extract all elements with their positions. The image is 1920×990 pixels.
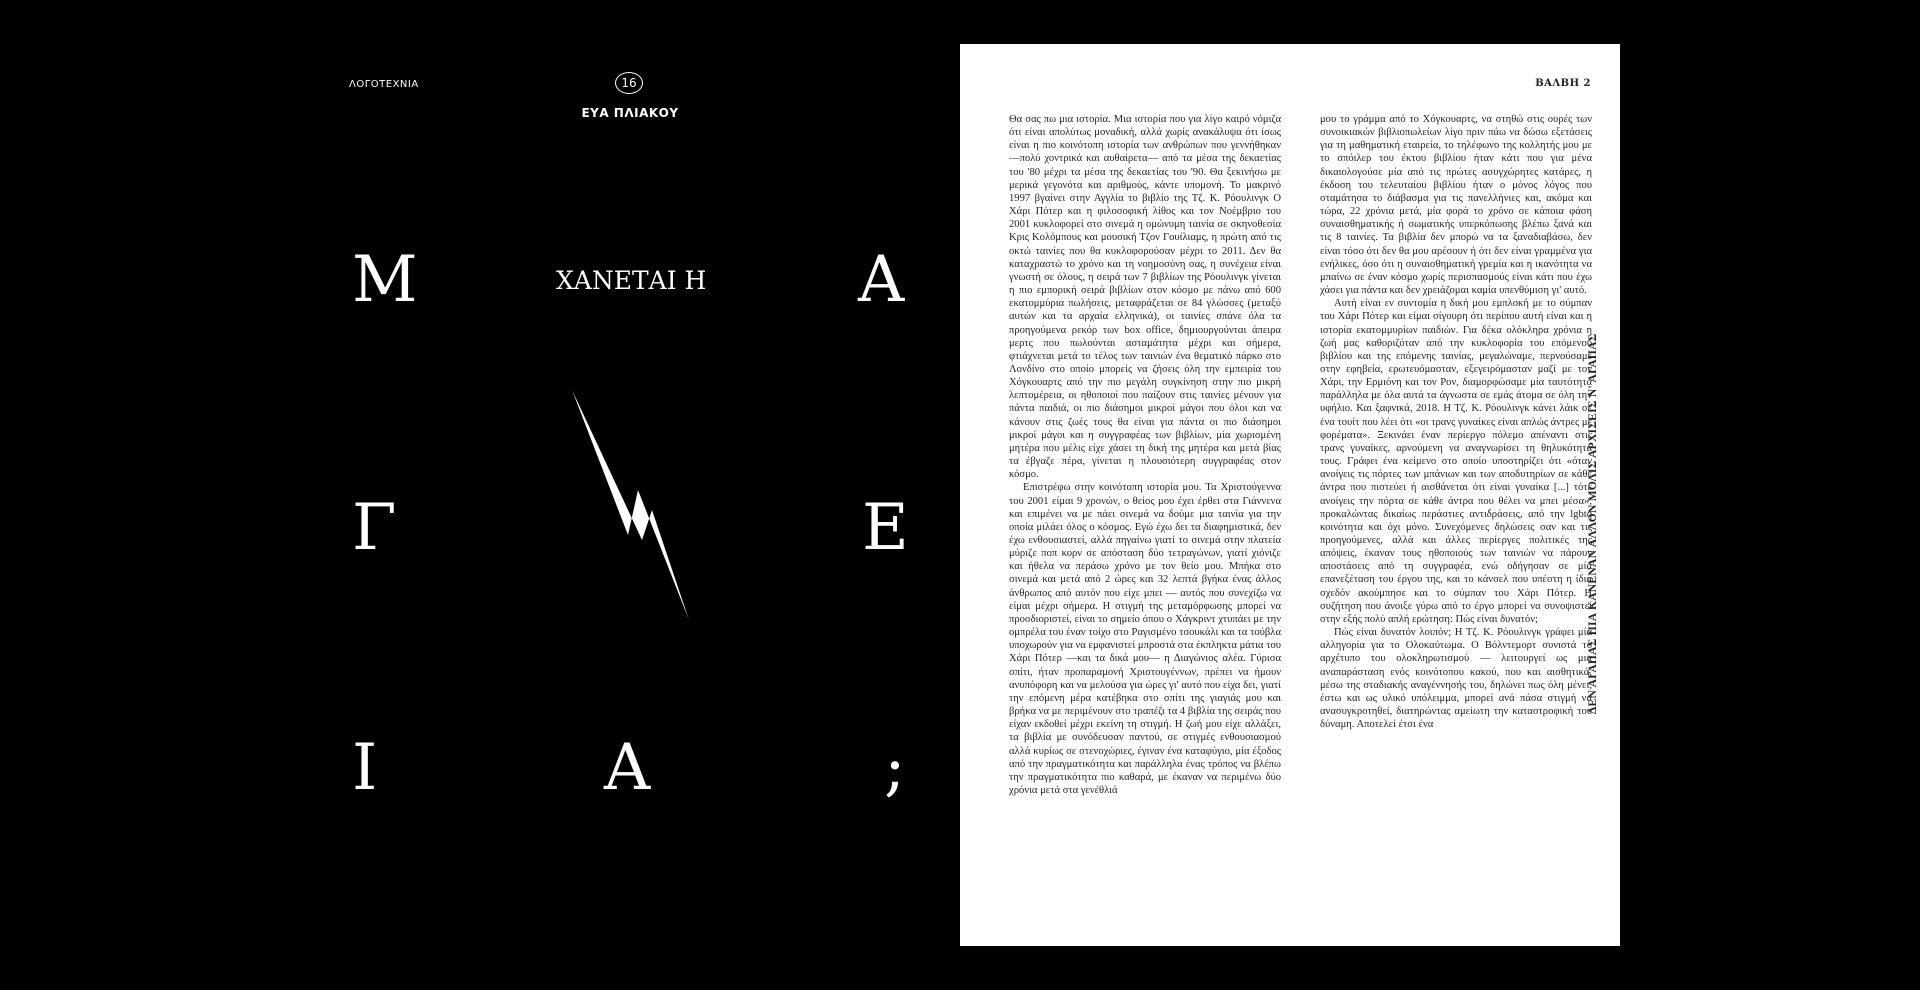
title-letter-alpha-bottom: Α: [604, 731, 651, 805]
paragraph: Επιστρέφω στην κοινότοπη ιστορία μου. Τα Χριστούγεννα του 2001 είμαι 9 χρονών, ο θείος μου έχει έρθει στα Γιάννενα και επιμένει να με πάει σινεμά να δούμε μια ταινία για την οποία μιλάει όλος ο κόσμος. Εγώ έχω δει τα διαφημιστικά, δεν έχω ενθουσιαστεί, αλλά πηγαίνω γιατί το σινεμά στην πλατεία μύριζε ποπ κορν σε απόσταση δύο τετραγώνων, γιατί χιόνιζε και ήθελα να περάσω χρόνο με τον θείο μου. Μπήκα στο σινεμά και μετά από 2 ώρες και 32 λεπτά βγήκα ένας άλλος άνθρωπος από αυτόν που είχε μπει — αυτός που συνεχίζω να είμαι μέχρι σήμερα. Η στιγμή της μεταμόρφωσης μπορεί να προσδιοριστεί, είναι το σημείο όπου ο Χάγκριντ χτυπάει με την ομπρέλα του έναν τοίχο στο Ραγισμένο τσουκάλι και τα τούβλα υποχωρούν για να εμφανιστεί μπροστά στα έκπληκτα μάτια του Χάρι Πότερ —και τα δικά μου— η Διαγώνιος αλέα. Γύρισα σπίτι, ήταν προπαραμονή Χριστουγέννων, πρέπει να ήμουν ανυπόφορη και να μελούσα για ώρες γι' αυτό που είχα δει, γιατί την επόμενη μέρα κατέβηκα στο σπίτι της γιαγιάς μου και βρήκα να με περιμένουν στο τραπέζι τα 4 βιβλία της σειράς που είχαν εκδοθεί μέχρι εκείνη τη στιγμή. Η ζωή μου είχε αλλάξει, τα βιβλία με συνόδευσαν παντού, σε στιγμές ενθουσιασμού αλλά κυρίως σε στενοχώριες, έγιναν ένα καταφύγιο, μία έξοδος από την πραγματικότητα και παράλληλα ένας τρόπος να βλέπω την πραγματικότητα πιο καθαρά, με έκαναν να περιμένω δύο χρόνια μετά στα γενέθλιά: [1009, 482, 1281, 796]
title-question-mark: ;: [884, 731, 906, 805]
section-label: ΛΟΓΟΤΕΧΝΙΑ: [349, 79, 419, 90]
title-letter-epsilon: Ε: [862, 491, 909, 565]
title-letter-gamma: Γ: [352, 491, 397, 565]
vertical-title-text: ΔΕΝ ΑΓΑΠΑΣ ΠΙΑ ΚΑΝΕΝΑΝ ΑΛΛΟΝ ΜΟΛΙΣ ΑΡΧΙΣΕΙΣ Ν' ΑΓΑΠΑΣ: [1587, 333, 1599, 714]
vertical-title: [1587, 294, 1601, 714]
paragraph: μου το γράμμα από το Χόγκουαρτς, να στηθώ στις ουρές των συνοικιακών βιβλιοπωλείων λίγο πριν πάω να δώσω εξετάσεις για τη μαθηματική εταιρεία, το τηλέφωνο της κολλητής μου με το σπόιλερ του έκτου βιβλίου ήταν κάτι που για μένα δικαιολογούσε μία από τις πρώτες ασυγχώρητες κατάρες, η έκδοση του τελευταίου βιβλίου ήταν ο μόνος λόγος που σταμάτησα το διάβασμα για τις πανελλήνιες και, ακόμα και τώρα, 22 χρόνια μετά, μία φορά το χρόνο σε κάποια φάση συναισθηματικής ή σωματικής υπερκόπωσης βλέπω ξανά και τις 8 ταινίες. Τα βιβλία δεν μπορώ να τα ξαναδιαβάσω, δεν είναι τόσο ότι δεν θα μου αρέσουν ή ότι δεν είναι γραμμένα για ενήλικες, όσο ότι η συναισθηματική γρεμία και η ικανότητα να μπαίνω σε έναν κόσμο χωρίς περισπασμούς είναι κάτι που έχω χάσει για πάντα και δεν χρειάζομαι καμία υπενθύμιση γι' αυτό.: [1320, 114, 1592, 297]
text-column-2: [1320, 113, 1592, 931]
author-name: ΕΥΑ ΠΛΙΑΚΟΥ: [581, 106, 679, 120]
paragraph: Αυτή είναι εν συντομία η δική μου εμπλοκή με το σύμπαν του Χάρι Πότερ και είμαι σίγουρη ότι περίπου αυτή είναι και η ιστορία εκατομμυρίων παιδιών. Για δέκα ολόκληρα χρόνια η ζωή μας καθοριζόταν από την κυκλοφορία του επόμενου βιβλίου και της επόμενης ταινίας, μεγαλώναμε, περνούσαμε στην εφηβεία, ερωτευόμασταν, εξεγειρόμασταν μαζί με τον Χάρι, την Ερμιόνη και τον Ρον, διαμορφώσαμε μία ταυτότητα παράλληλα με όλα αυτά τα άγνωστα σε εμάς άτομα σε όλη την υφήλιο. Και ξαφνικά, 2018. Η Τζ. Κ. Ρόουλινγκ κάνει λάικ σε ένα τουίτ που λέει ότι «οι τρανς γυναίκες είναι απλώς άντρες με φορέματα». Ξεκινάει έναν περίεργο πόλεμο απέναντι στις τρανς γυναίκες, αρνούμενη να αναγνωρίσει τη θηλυκότητά τους. Γράφει ένα κείμενο στο οποίο υποστηρίζει ότι «όταν ανοίγεις τις πόρτες των μπάνιων και των αποδυτηρίων σε κάθε άντρα που πιστεύει ή αισθάνεται ότι είναι γυναίκα [...] τότε ανοίγεις την πόρτα σε κάθε άντρα που θέλει να μπει μέσα», προκαλώντας δικαίως περάστιες αντιδράσεις, από την lgbtq κοινότητα και όχι μόνο. Συνεχόμενες δηλώσεις σαν και τις προηγούμενες, αλλά και άλλες περίεργες πολιτικές της απόψεις, έκαναν τους ηθοποιούς των ταινιών να πάρουν αποστάσεις από τη συγγραφέα, ενώ οδήγησαν σε μία επανεξέταση του έργου της, και το κάνσελ που υπέστη η ίδια σχεδόν ακούμπησε και το σύμπαν του Χάρι Πότερ. Η συζήτηση που άνοιξε γύρω από το έργο μπορεί να συνοψιστεί στην εξής πολύ απλή ερώτηση: Πώς είναι δυνατόν;: [1320, 298, 1592, 625]
paragraph: Πώς είναι δυνατόν λοιπόν; Η Τζ. Κ. Ρόουλινγκ γράφει μία αλληγορία για το Ολοκαύτωμα. Ο Βόλντεμορτ συνιστά το αρχέτυπο του ολοκληρωτισμού — λειτουργεί ως μια αναπαράσταση ενός κοινότοπου κακού, που και αισθητικά, μέσω της σταδιακής αναγέννησής του, δηλώνει πως όλη μένει, έστω και ως υλικό υπόλειμμα, μπορεί ανά πάσα στιγμή να ανασυγκροτηθεί, διατηρώντας αμείωτη την καταστροφική του δύναμη. Αποτελεί έτσι ένα: [1320, 627, 1592, 731]
paragraph: Θα σας πω μια ιστορία. Μια ιστορία που για λίγο καιρό νόμιζα ότι είναι απολύτως μοναδική, αλλά χωρίς ανακάλυψα ότι ίσως είναι η πιο κοινότοπη ιστορία των ανθρώπων που γεννήθηκαν —πολύ χοντρικά και αυθαίρετα— από τα μέσα της δεκαετίας του '80 μέχρι τα μέσα της δεκαετίας του '90. Θα ξεκινήσω με μερικά γεγονότα και αριθμούς, κάντε υπομονή. Το μακρινό 1997 βγαίνει στην Αγγλία το βιβλίο της Τζ. Κ. Ρόουλινγκ Ο Χάρι Πότερ και η φιλοσοφική λίθος και τον Νοέμβριο του 2001 κυκλοφορεί στο σινεμά η ομώνυμη ταινία σε σκηνοθεσία Κρις Κολόμπους και μουσική Τζον Γουίλιαμς, η πρώτη από τις οκτώ ταινίες που θα κυκλοφορούσαν μέχρι το 2011. Δεν θα καταχραστώ το χρόνο και τη νοημοσύνη σας, η συνέχεια είναι γνωστή σε όλους, η σειρά των 7 βιβλίων της Ρόουλινγκ γίνεται η πιο εμπορική σειρά βιβλίων στον κόσμο με πάνω από 600 εκατομμύρια πωλήσεις, μεταφράζεται σε 84 γλώσσες (μεταξύ αυτών και τα αρχαία ελληνικά), οι ταινίες σπάνε όλα τα προηγούμενα ρεκόρ των box office, δημιουργούνται άπειρα μερτς που πωλούνται ασταμάτητα μέχρι και σήμερα, φτιάχνεται μετά το τέλος των ταινιών ένα θεματικό πάρκο στο Λονδίνο στο οποίο μπορείς να ζήσεις όλη την εμπειρία του Χόγκουαρτς από την πιο μεγάλη συγκίνηση στην πιο μικρή λεπτομέρεια, οι ηθοποιοί που παίζουν στις ταινίες μένουν για πάντα παιδιά, οι πιο διάσημοι μικροί μάγοι που όλοι και να κάνουν στις ζωές τους θα είναι για πάντα οι πιο διάσημοι μικροί μάγοι και η συγγραφέας των βιβλίων, μία χωρισμένη μητέρα που μέλις είχε χάσει τη δική της μητέρα και μετά βίας τα έβγαζε πέρα, γίνεται η πλουσιότερη συγγραφέας στον κόσμο.: [1009, 114, 1281, 481]
right-page: [960, 44, 1620, 946]
lightning-bolt-icon: [560, 380, 690, 625]
text-column-1: [1009, 113, 1281, 931]
title-letter-alpha-top: Α: [858, 243, 905, 317]
title-letter-m: Μ: [352, 243, 418, 317]
title-subtitle: ΧΑΝΕΤΑΙ Η: [556, 266, 707, 295]
title-letter-iota: Ι: [352, 731, 378, 805]
page-number: 16: [615, 72, 643, 94]
running-header: ΒΑΛΒΗ 2: [1535, 78, 1591, 89]
